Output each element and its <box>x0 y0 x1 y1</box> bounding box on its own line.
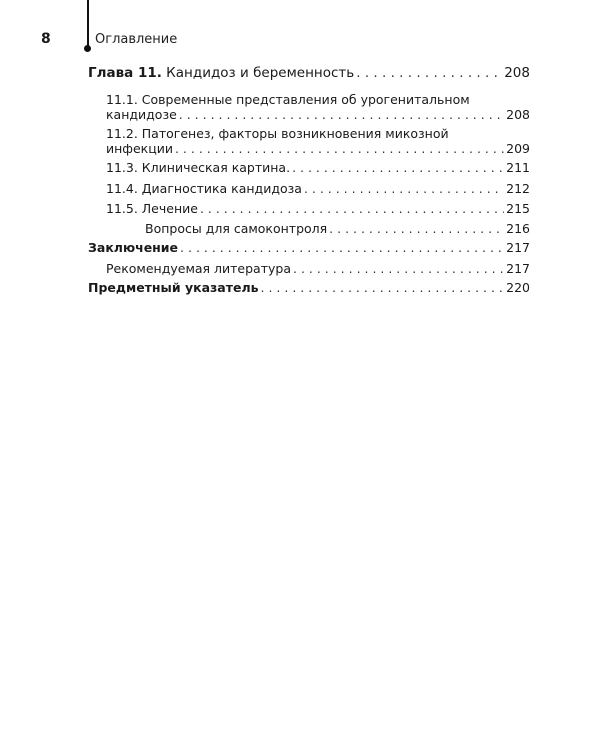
toc-entry-11-5[interactable] <box>106 201 530 216</box>
entry-page: 216 <box>506 221 530 236</box>
toc-entry-literature[interactable] <box>106 261 530 276</box>
entry-title: Рекомендуемая литература <box>106 261 291 276</box>
entry-page: 212 <box>506 181 530 196</box>
entry-page: 208 <box>504 65 530 81</box>
dot-leader <box>200 201 504 216</box>
entry-page: 211 <box>506 160 530 175</box>
dot-leader <box>304 181 504 196</box>
dot-leader <box>329 221 504 236</box>
dot-leader <box>293 261 504 276</box>
dot-leader <box>261 280 505 295</box>
toc-entry-index[interactable] <box>88 280 530 295</box>
toc-entry-conclusion[interactable] <box>88 240 530 255</box>
entry-title: 11.3. Клиническая картина. <box>106 160 291 175</box>
toc-entry-chapter-11[interactable] <box>88 66 530 81</box>
entry-page: 209 <box>506 141 530 156</box>
entry-title-line1: 11.1. Современные представления об урогенитальном <box>106 92 470 107</box>
dot-leader <box>175 141 504 156</box>
entry-title: 11.4. Диагностика кандидоза <box>106 181 302 196</box>
entry-title: инфекции <box>106 141 173 156</box>
entry-page: 217 <box>506 261 530 276</box>
dot-leader <box>292 160 504 175</box>
chapter-prefix: Глава 11. <box>88 65 162 81</box>
entry-page: 208 <box>506 107 530 122</box>
entry-page: 217 <box>506 240 530 255</box>
page-number: 8 <box>41 31 51 47</box>
entry-title: кандидозе <box>106 107 177 122</box>
entry-title: Заключение <box>88 240 179 255</box>
entry-page: 215 <box>506 201 530 216</box>
toc-entry-11-3[interactable] <box>106 160 530 175</box>
header-rule <box>87 0 89 48</box>
dot-leader <box>356 66 502 81</box>
entry-title: Предметный указатель <box>88 280 259 295</box>
toc-entry-11-4[interactable] <box>106 181 530 196</box>
toc-entry-self-check[interactable] <box>145 221 530 236</box>
toc-entry-11-1[interactable] <box>106 92 530 122</box>
entry-title-line1: 11.2. Патогенез, факторы возникновения микозной <box>106 126 449 141</box>
entry-title: Вопросы для самоконтроля <box>145 221 328 236</box>
entry-title: Кандидоз и беременность <box>166 65 355 81</box>
entry-page: 220 <box>506 280 530 295</box>
dot-leader <box>180 240 504 255</box>
dot-leader <box>179 107 504 122</box>
entry-title: 11.5. Лечение <box>106 201 198 216</box>
header-rule-dot <box>84 45 91 52</box>
running-title: Оглавление <box>95 32 178 47</box>
toc-entry-11-2[interactable] <box>106 126 530 156</box>
